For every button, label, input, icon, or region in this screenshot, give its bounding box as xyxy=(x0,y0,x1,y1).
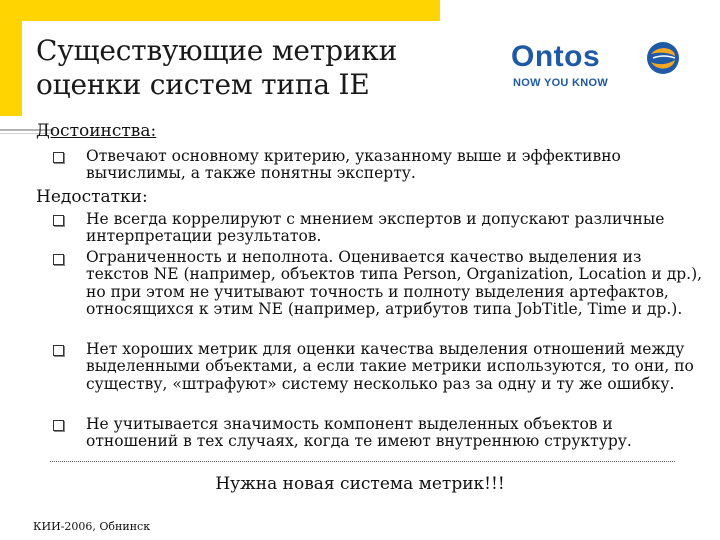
logo-wordmark: Ontos xyxy=(511,40,601,73)
footer-text: КИИ-2006, Обнинск xyxy=(33,520,151,533)
logo-tagline: NOW YOU KNOW xyxy=(513,77,609,89)
advantage-item: Отвечают основному критерию, указанному выше и эффективно вычислимы, а также понятны эксперту. xyxy=(86,147,621,183)
checkbox-bullet-icon xyxy=(53,254,64,265)
side-accent-bar xyxy=(0,0,22,116)
conclusion-text: Нужна новая система метрик!!! xyxy=(215,474,505,494)
logo-swirl-icon xyxy=(645,40,681,76)
slide-title: Существующие метрики оценки систем типа IE xyxy=(36,34,398,101)
checkbox-bullet-icon xyxy=(53,345,64,356)
disadvantages-heading: Недостатки: xyxy=(36,187,148,207)
disadvantage-item: Ограниченность и неполнота. Оценивается качество выделения из текстов NE (например, объектов типа Person, Organization, Location и др.), но при этом не учитывают точность и полноту выделения артефактов, относящихся к этим NE (например, атрибутов типа JobTitle, Time и др.). xyxy=(86,248,703,319)
disadvantage-item: Нет хороших метрик для оценки качества выделения отношений между выделенными объектами, а если такие метрики используются, то они, по существу, «штрафуют» систему несколько раз за одну и ту же ошибку. xyxy=(86,340,694,393)
checkbox-bullet-icon xyxy=(53,215,64,226)
checkbox-bullet-icon xyxy=(53,152,64,163)
disadvantage-item: Не учитывается значимость компонент выделенных объектов и отношений в тех случаях, когда те имеют внутреннюю структуру. xyxy=(86,415,632,451)
disadvantage-item: Не всегда коррелируют с мнением экспертов и допускают различные интерпретации результатов. xyxy=(86,210,665,246)
checkbox-bullet-icon xyxy=(53,420,64,431)
dotted-divider xyxy=(50,461,675,462)
ontos-logo xyxy=(511,40,691,96)
top-accent-bar xyxy=(0,0,440,21)
advantages-heading: Достоинства: xyxy=(36,121,157,141)
